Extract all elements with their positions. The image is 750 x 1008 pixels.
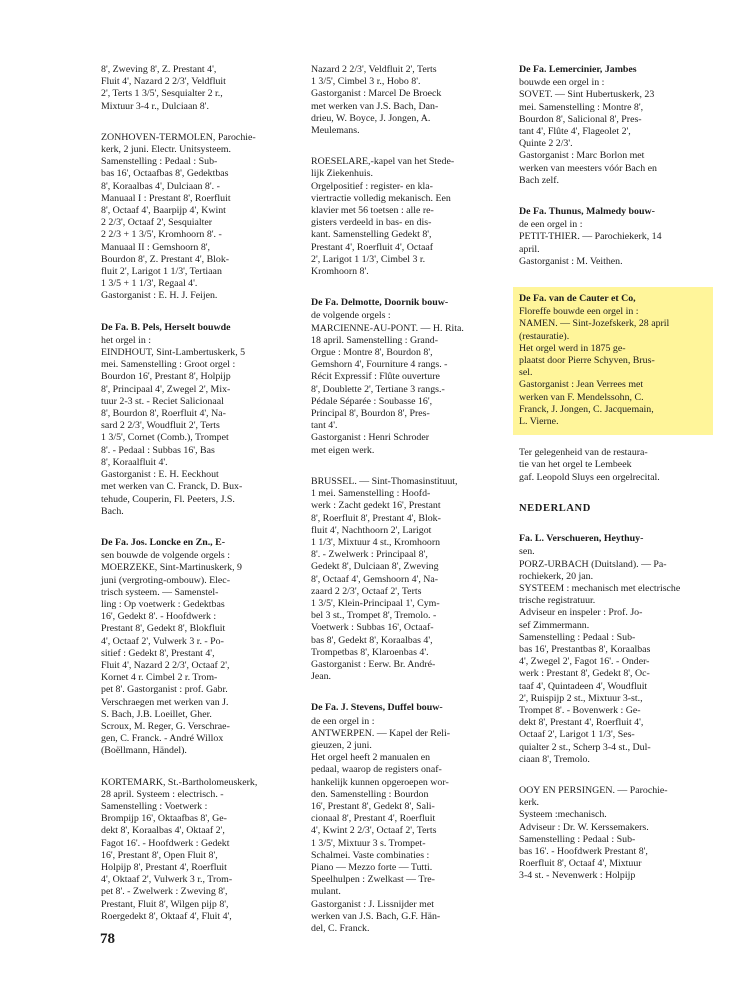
organ-builder-heading: De Fa. van de Cauter et Co, xyxy=(519,293,636,305)
body-text: 8', Zweving 8', Z. Prestant 4', Fluit 4', Nazard 2 2/3', Veldfluit 2', Terts 1 3/5', Sesquialter 2 r., Mixtuur 3-4 r., Dulciaan 8'. xyxy=(101,64,226,112)
text-column-left xyxy=(101,64,284,942)
body-text: sen bouwde de volgende orgels : MOERZEKE, Sint-Martinuskerk, 9 juni (vergroting-ombouw). Elec- trisch systeem. — Samenstel- ling : Op voetwerk : Gedektbas 16', Gedekt 8'. - Hoofdwerk : Prestant 8', Gedekt 8', Blokfluit 4', Octaaf 2', Vulwerk 3 r. - Po- sitief : Gedekt 8', Prestant 4', Fluit 4', Nazard 2 2/3', Octaaf 2', Kornet 4 r. Cimbel 2 r. Trom- pet 8'. Gastorganist : prof. Gabr. Verschraegen met werken van J. S. Bach, J.B. Loeillet, Gher. Scroux, M. Reger, G. Verschrae- gen, C. Franck. - André Willox (Boëllmann, Händel). xyxy=(101,550,242,757)
body-text: bouwde een orgel in : SOVET. — Sint Hubertuskerk, 23 mei. Samenstelling : Montre 8', Bourdon 8', Salicional 8', Pres- tant 4', Flûte 4', Flageolet 2', Quinte 2 2/3'. Gastorganist : Marc Borlon met werken van meesters vóór Bach en Bach zelf. xyxy=(519,77,657,186)
article-block xyxy=(311,702,494,935)
section-heading-nederland: NEDERLAND xyxy=(519,502,591,514)
text-column-middle xyxy=(311,64,494,954)
organ-builder-heading: De Fa. Lemercinier, Jambes xyxy=(519,64,637,75)
organ-builder-heading: Fa. L. Verschueren, Heythuy- xyxy=(519,533,644,545)
body-text: de een orgel in : ANTWERPEN. — Kapel der Reli- gieuzen, 2 juni. Het orgel heeft 2 manualen en pedaal, waarop de registers onaf- hankelijk kunnen opgeroepen wor- den. Samenstelling : Bourdon 16', Prestant 8', Gedekt 8', Sali- cionaal 8', Prestant 4', Roerfluit 4', Kwint 2 2/3', Octaaf 2', Terts 1 3/5', Mixtuur 3 s. Trompet- Schalmei. Vaste combinaties : Piano — Mezzo forte — Tutti. Speelhulpen : Zwelkast — Tre- mulant. Gastorganist : J. Lissnijder met werken van J.S. Bach, G.F. Hän- del, C. Franck. xyxy=(311,715,451,934)
body-text: BRUSSEL. — Sint-Thomasinstituut, 1 mei. Samenstelling : Hoofd- werk : Zacht gedekt 16', Prestant 8', Roerfluit 8', Prestant 4', Blok- fluit 4', Nachthoorn 2', Larigot 1 1/3', Mixtuur 4 st., Kromhoorn 8'. - Zwelwerk : Principaal 8', Gedekt 8', Dulciaan 8', Zweving 8', Octaaf 4', Gemshoorn 4', Na- zaard 2 2/3', Octaaf 2', Terts 1 3/5', Klein-Principaal 1', Cym- bel 3 st., Trompet 8', Tremolo. - Voetwerk : Subbas 16', Octaaf- bas 8', Gedekt 8', Koraalbas 4', Trompetbas 8', Klaroenbas 4'. Gastorganist : Eerw. Br. André- Jean. xyxy=(311,475,458,683)
body-text: OOY EN PERSINGEN. — Parochie- kerk. Systeem :mechanisch. Adviseur : Dr. W. Kerssemakers. Samenstelling : Pedaal : Sub- bas 16'. - Hoofdwerk Prestant 8', Roerfluit 8', Octaaf 4', Mixtuur 3-4 st. - Nevenwerk : Holpijp xyxy=(519,784,668,882)
body-text: ZONHOVEN-TERMOLEN, Parochie- kerk, 2 juni. Electr. Unitsysteem. Samenstelling : Pedaal : Sub- bas 16', Octaafbas 8', Gedektbas 8', Koraalbas 4', Dulciaan 8'. - Manuaal I : Prestant 8', Roerfluit 8', Octaaf 4', Baarpijp 4', Kwint 2 2/3', Octaaf 2', Sesquialter 2 2/3 + 1 3/5', Kromhoorn 8'. - Manuaal II : Gemshoorn 8', Bourdon 8', Z. Prestant 4', Blok- fluit 2', Larigot 1 1/3', Tertiaan 1 3/5 + 1 1/3', Regaal 4'. Gastorganist : E. H. J. Feijen. xyxy=(101,131,256,302)
body-text: de een orgel in : PETIT-THIER. — Parochiekerk, 14 april. Gastorganist : M. Veithen. xyxy=(519,219,662,267)
page-number: 78 xyxy=(100,931,115,947)
article-block xyxy=(311,476,494,683)
article-block xyxy=(101,132,284,303)
highlighted-article-block xyxy=(513,287,713,435)
body-text: het orgel in : EINDHOUT, Sint-Lambertuskerk, 5 mei. Samenstelling : Groot orgel : Bourdon 16', Prestant 8', Holpijp 8', Principaal 4', Zwegel 2', Mix- tuur 2-3 st. - Reciet Salicionaal 8', Bourdon 8', Roerfluit 4', Na- sard 2 2/3', Woudfluit 2', Terts 1 3/5', Cornet (Comb.), Trompet 8'. - Pedaal : Subbas 16', Bas 8', Koraalfluit 4'. Gastorganist : E. H. Eeckhout met werken van C. Franck, D. Bux- tehude, Couperin, Fl. Peeters, J.S. Bach. xyxy=(101,334,246,517)
article-block xyxy=(519,533,705,766)
organ-builder-heading: De Fa. Delmotte, Doornik bouw- xyxy=(311,297,449,309)
body-text: Nazard 2 2/3', Veldfluit 2', Terts 1 3/5', Cimbel 3 r., Hobo 8'. Gastorganist : Marcel De Broeck met werken van J.S. Bach, Dan- drieu, W. Boyce, J. Jongen, A. Meulemans. xyxy=(311,64,442,137)
article-block xyxy=(101,777,284,923)
body-text: ROESELARE,-kapel van het Stede- lijk Ziekenhuis. Orgelpositief : register- en kla- viertractie volledig mekanisch. Een klavier met 56 toetsen : alle re- gisters verdeeld in bas- en dis- kant. Samenstelling Gedekt 8', Prestant 4', Roerfluit 4', Octaaf 2', Larigot 1 1/3', Cimbel 3 r. Kromhoorn 8'. xyxy=(311,156,455,278)
article-block xyxy=(101,322,284,518)
article-block xyxy=(101,537,284,758)
organ-builder-heading: De Fa. Jos. Loncke en Zn., E- xyxy=(101,536,225,548)
article-block xyxy=(519,785,705,883)
article-block xyxy=(519,206,705,268)
body-text: Floreffe bouwde een orgel in : NAMEN. — Sint-Jozefskerk, 28 april (restauratie). Het orgel werd in 1875 ge- plaatst door Pierre Schyven, Brus- sel. Gastorganist : Jean Verrees met werken van F. Mendelssohn, C. Franck, J. Jongen, C. Jacquemain, L. Vierne. xyxy=(519,306,670,428)
article-block xyxy=(519,447,705,484)
text-column-right xyxy=(519,64,705,902)
organ-builder-heading: De Fa. B. Pels, Herselt bouwde xyxy=(101,321,231,333)
article-block xyxy=(311,156,494,278)
body-text: KORTEMARK, St.-Bartholomeuskerk, 28 april. Systeem : electrisch. - Samenstelling : Voetwerk : Brompijp 16', Oktaafbas 8', Ge- dekt 8', Koraalbas 4', Oktaaf 2', Fagot 16'. - Hoofdwerk : Gedekt 16', Prestant 8', Open Fluit 8', Holpijp 8', Prestant 4', Roerfluit 4', Oktaaf 2', Vulwerk 3 r., Trom- pet 8'. - Zwelwerk : Zweving 8', Prestant, Fluit 8', Wilgen pijp 8', Roergedekt 8', Oktaaf 4', Fluit 4', xyxy=(101,776,258,922)
body-text: Ter gelegenheid van de restaura- tie van het orgel te Lembeek gaf. Leopold Sluys een orgelrecital. xyxy=(519,447,660,483)
body-text: de volgende orgels : MARCIENNE-AU-PONT. — H. Rita. 18 april. Samenstelling : Grand- Orgue : Montre 8', Bourdon 8', Gemshorn 4', Fourniture 4 rangs. - Récit Expressif : Flûte ouverture 8', Doublette 2', Tertiane 3 rangs.- Pédale Séparée : Soubasse 16', Principal 8', Bourdon 8', Pres- tant 4'. Gastorganist : Henri Schroder met eigen werk. xyxy=(311,310,464,456)
article-block xyxy=(311,297,494,457)
article-block xyxy=(519,64,705,187)
organ-builder-heading: De Fa. Thunus, Malmedy bouw- xyxy=(519,206,655,218)
article-block xyxy=(101,64,284,113)
organ-builder-heading: De Fa. J. Stevens, Duffel bouw- xyxy=(311,702,443,714)
body-text: sen. PORZ-URBACH (Duitsland). — Pa- rochiekerk, 20 jan. SYSTEEM : mechanisch met electrische trische registratuur. Adviseur en inspeler : Prof. Jo- sef Zimmermann. Samenstelling : Pedaal : Sub- bas 16', Prestantbas 8', Koraalbas 4', Zwegel 2', Fagot 16'. - Onder- werk : Prestant 8', Gedekt 8', Oc- taaf 4', Quintadeen 4', Woudfluit 2', Ruispijp 2 st., Mixtuur 3-st., Trompet 8'. - Bovenwerk : Ge- dekt 8', Prestant 4', Roerfluit 4', Octaaf 2', Larigot 1 1/3', Ses- quialter 2 st., Scherp 3-4 st., Dul- ciaan 8', Tremolo. xyxy=(519,546,681,765)
article-block xyxy=(311,64,494,137)
